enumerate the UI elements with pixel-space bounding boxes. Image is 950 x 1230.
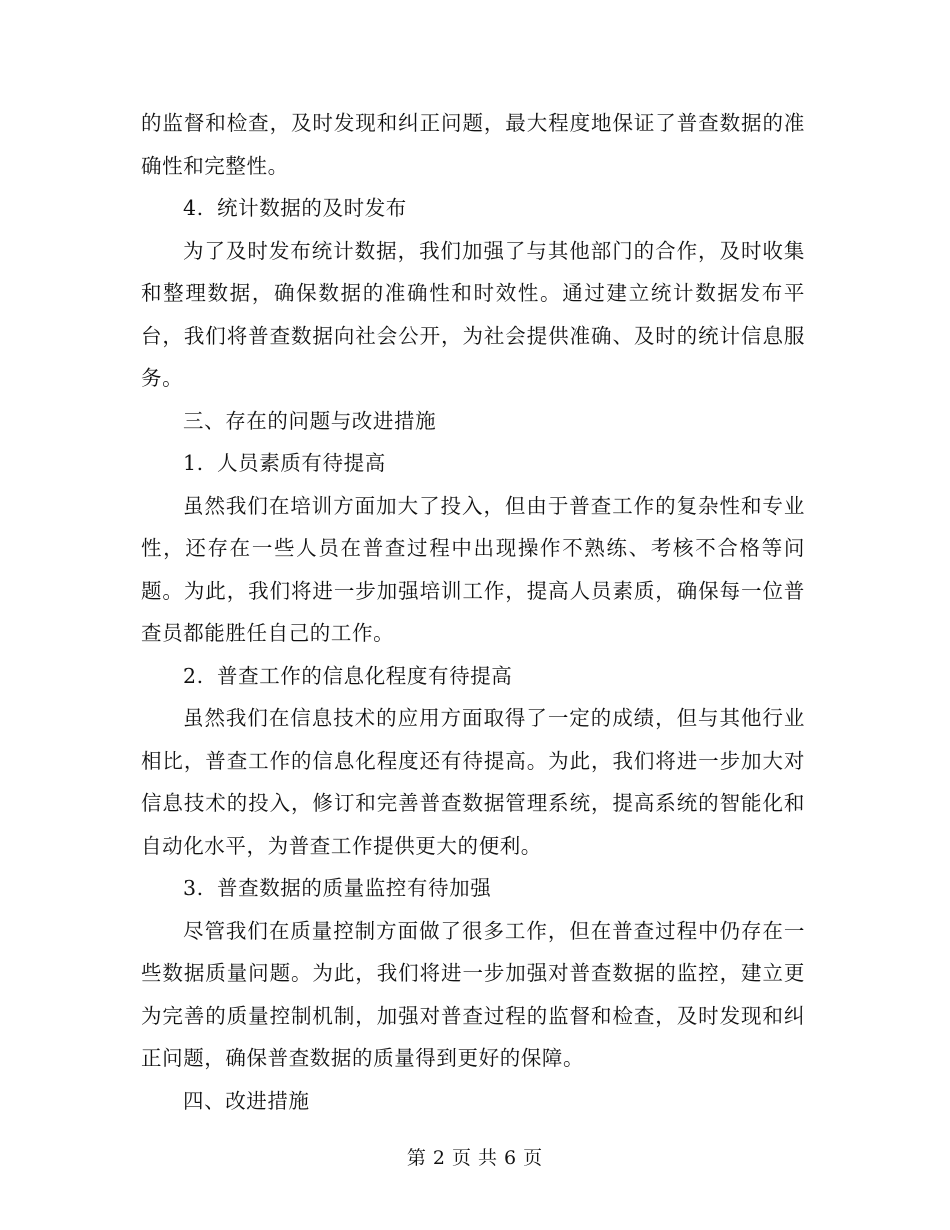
footer-suffix: 页 [523, 1147, 544, 1169]
heading-text: 统计数据的及时发布 [217, 196, 407, 220]
heading-number: 1. [183, 451, 204, 475]
heading-number: 3. [183, 876, 204, 900]
footer-total-label: 共 [478, 1147, 499, 1169]
heading-text: 普查数据的质量监控有待加强 [217, 876, 492, 900]
footer-total-pages: 6 [504, 1147, 518, 1169]
heading-text: 普查工作的信息化程度有待提高 [217, 663, 513, 688]
heading-number: 2. [183, 663, 204, 688]
footer-current-page: 2 [432, 1147, 446, 1169]
paragraph-informatization: 虽然我们在信息技术的应用方面取得了一定的成绩，但与其他行业相比，普查工作的信息化程度还有待提高。为此，我们将进一步加大对信息技术的投入，修订和完善普查数据管理系统，提高系统的智能化和自动化水平，为普查工作提供更大的便利。 [141, 706, 805, 858]
section-heading-4 [141, 187, 805, 230]
section-heading-2 [141, 655, 805, 698]
heading-number: 4. [183, 196, 204, 220]
footer-prefix: 第 [406, 1147, 427, 1169]
footer-mid: 页 [451, 1147, 472, 1169]
section-heading-1 [141, 442, 805, 485]
paragraph-personnel-quality: 虽然我们在培训方面加大了投入，但由于普查工作的复杂性和专业性，还存在一些人员在普查过程中出现操作不熟练、考核不合格等问题。为此，我们将进一步加强培训工作，提高人员素质，确保每一位普查员都能胜任自己的工作。 [141, 493, 805, 645]
paragraph-statistics-release: 为了及时发布统计数据，我们加强了与其他部门的合作，及时收集和整理数据，确保数据的准确性和时效性。通过建立统计数据发布平台，我们将普查数据向社会公开，为社会提供准确、及时的统计信息服务。 [141, 238, 805, 390]
paragraph-continued: 的监督和检查，及时发现和纠正问题，最大程度地保证了普查数据的准确性和完整性。 [141, 111, 805, 178]
paragraph-quality-monitoring: 尽管我们在质量控制方面做了很多工作，但在普查过程中仍存在一些数据质量问题。为此，我们将进一步加强对普查数据的监控，建立更为完善的质量控制机制，加强对普查过程的监督和检查，及时发现和纠正问题，确保普查数据的质量得到更好的保障。 [141, 918, 805, 1070]
heading-text: 人员素质有待提高 [217, 451, 386, 475]
page-number-footer [0, 1146, 950, 1170]
document-body [141, 102, 805, 1122]
section-heading-3 [141, 867, 805, 910]
chapter-heading-4: 四、改进措施 [183, 1088, 310, 1113]
chapter-heading-3: 三、存在的问题与改进措施 [183, 408, 437, 433]
